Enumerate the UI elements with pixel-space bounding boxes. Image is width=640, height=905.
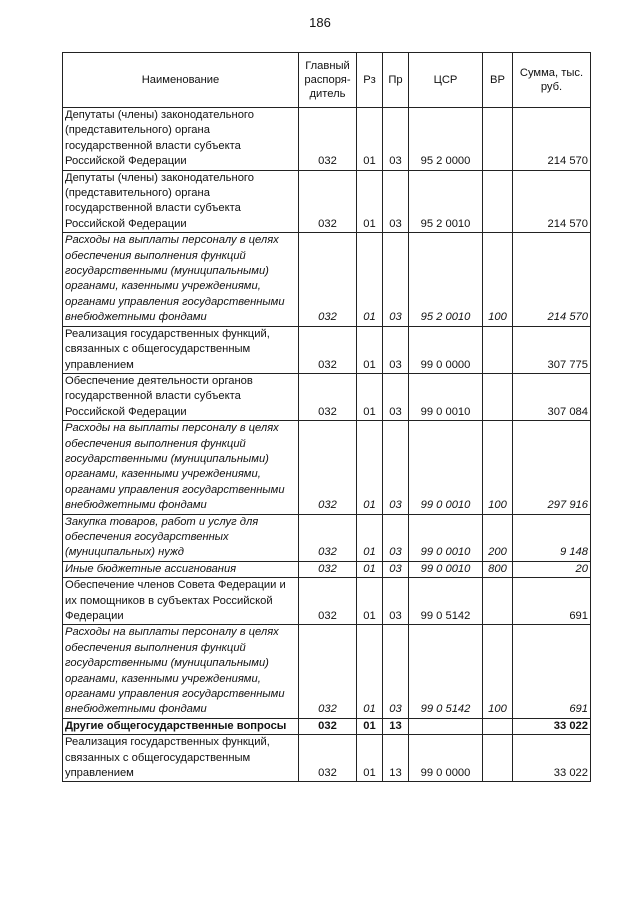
row-rz: 01 [357, 514, 383, 561]
row-glavny: 032 [299, 326, 357, 373]
row-csr: 99 0 0000 [409, 735, 483, 782]
row-sum: 33 022 [513, 718, 591, 734]
row-sum: 214 570 [513, 170, 591, 233]
table-row [63, 326, 591, 373]
row-vr [483, 735, 513, 782]
row-glavny: 032 [299, 718, 357, 734]
table-row [63, 718, 591, 734]
row-rz: 01 [357, 561, 383, 577]
row-sum: 214 570 [513, 108, 591, 171]
row-glavny: 032 [299, 561, 357, 577]
row-rz: 01 [357, 326, 383, 373]
row-vr: 200 [483, 514, 513, 561]
row-rz: 01 [357, 625, 383, 718]
row-name: Обеспечение членов Совета Федерации и их помощников в субъектах Российской Федерации [63, 578, 299, 625]
table-row [63, 170, 591, 233]
row-rz: 01 [357, 170, 383, 233]
table-row [63, 233, 591, 326]
row-glavny: 032 [299, 170, 357, 233]
row-pr: 03 [383, 108, 409, 171]
row-glavny: 032 [299, 735, 357, 782]
row-sum: 307 084 [513, 373, 591, 420]
row-name: Иные бюджетные ассигнования [63, 561, 299, 577]
row-pr: 13 [383, 718, 409, 734]
row-name: Расходы на выплаты персоналу в целях обеспечения выполнения функций государственными (муниципальными) органами, казенными учреждениями, органами управления государственными внебюджетными фондами [63, 421, 299, 514]
header-sum: Сумма, тыс. руб. [513, 53, 591, 108]
table-row [63, 625, 591, 718]
row-pr: 03 [383, 625, 409, 718]
row-rz: 01 [357, 421, 383, 514]
row-pr: 03 [383, 421, 409, 514]
table-row [63, 578, 591, 625]
row-name: Реализация государственных функций, связанных с общегосударственным управлением [63, 326, 299, 373]
row-glavny: 032 [299, 514, 357, 561]
row-csr: 99 0 5142 [409, 578, 483, 625]
header-name: Наименование [63, 53, 299, 108]
row-pr: 03 [383, 561, 409, 577]
row-sum: 307 775 [513, 326, 591, 373]
header-vr: ВР [483, 53, 513, 108]
row-name: Расходы на выплаты персоналу в целях обеспечения выполнения функций государственными (муниципальными) органами, казенными учреждениями, органами управления государственными внебюджетными фондами [63, 233, 299, 326]
row-glavny: 032 [299, 421, 357, 514]
row-name: Реализация государственных функций, связанных с общегосударственным управлением [63, 735, 299, 782]
row-glavny: 032 [299, 578, 357, 625]
row-vr: 100 [483, 421, 513, 514]
row-name: Депутаты (члены) законодательного (представительного) органа государственной власти субъекта Российской Федерации [63, 170, 299, 233]
row-csr: 99 0 0010 [409, 373, 483, 420]
header-csr: ЦСР [409, 53, 483, 108]
row-vr [483, 108, 513, 171]
row-vr [483, 170, 513, 233]
table-row [63, 373, 591, 420]
row-sum: 297 916 [513, 421, 591, 514]
row-name: Закупка товаров, работ и услуг для обеспечения государственных (муниципальных) нужд [63, 514, 299, 561]
row-vr [483, 718, 513, 734]
row-csr: 99 0 0000 [409, 326, 483, 373]
row-rz: 01 [357, 718, 383, 734]
row-rz: 01 [357, 233, 383, 326]
header-row [63, 53, 591, 108]
row-pr: 03 [383, 233, 409, 326]
row-name: Обеспечение деятельности органов государственной власти субъекта Российской Федерации [63, 373, 299, 420]
table-row [63, 735, 591, 782]
row-csr: 95 2 0010 [409, 233, 483, 326]
row-pr: 03 [383, 373, 409, 420]
row-csr: 99 0 0010 [409, 561, 483, 577]
row-csr: 95 2 0010 [409, 170, 483, 233]
row-glavny: 032 [299, 373, 357, 420]
row-rz: 01 [357, 578, 383, 625]
row-csr: 99 0 5142 [409, 625, 483, 718]
row-csr [409, 718, 483, 734]
row-sum: 691 [513, 578, 591, 625]
budget-table [62, 52, 591, 782]
row-glavny: 032 [299, 233, 357, 326]
row-csr: 99 0 0010 [409, 514, 483, 561]
row-sum: 20 [513, 561, 591, 577]
row-sum: 33 022 [513, 735, 591, 782]
row-vr: 800 [483, 561, 513, 577]
row-pr: 03 [383, 326, 409, 373]
row-rz: 01 [357, 735, 383, 782]
table-row [63, 108, 591, 171]
row-pr: 13 [383, 735, 409, 782]
page-number: 186 [309, 15, 331, 30]
row-csr: 99 0 0010 [409, 421, 483, 514]
row-name: Расходы на выплаты персоналу в целях обеспечения выполнения функций государственными (муниципальными) органами, казенными учреждениями, органами управления государственными внебюджетными фондами [63, 625, 299, 718]
table-row [63, 421, 591, 514]
row-vr: 100 [483, 233, 513, 326]
row-vr [483, 326, 513, 373]
row-name: Другие общегосударственные вопросы [63, 718, 299, 734]
row-vr [483, 373, 513, 420]
table-row [63, 561, 591, 577]
row-sum: 691 [513, 625, 591, 718]
row-csr: 95 2 0000 [409, 108, 483, 171]
row-glavny: 032 [299, 625, 357, 718]
row-sum: 214 570 [513, 233, 591, 326]
row-rz: 01 [357, 108, 383, 171]
table-body [63, 108, 591, 782]
row-sum: 9 148 [513, 514, 591, 561]
row-pr: 03 [383, 170, 409, 233]
row-vr: 100 [483, 625, 513, 718]
header-glavny: Главный распоря-дитель [299, 53, 357, 108]
header-pr: Пр [383, 53, 409, 108]
row-glavny: 032 [299, 108, 357, 171]
table-row [63, 514, 591, 561]
row-vr [483, 578, 513, 625]
header-rz: Рз [357, 53, 383, 108]
row-pr: 03 [383, 514, 409, 561]
row-name: Депутаты (члены) законодательного (представительного) органа государственной власти субъекта Российской Федерации [63, 108, 299, 171]
row-pr: 03 [383, 578, 409, 625]
row-rz: 01 [357, 373, 383, 420]
